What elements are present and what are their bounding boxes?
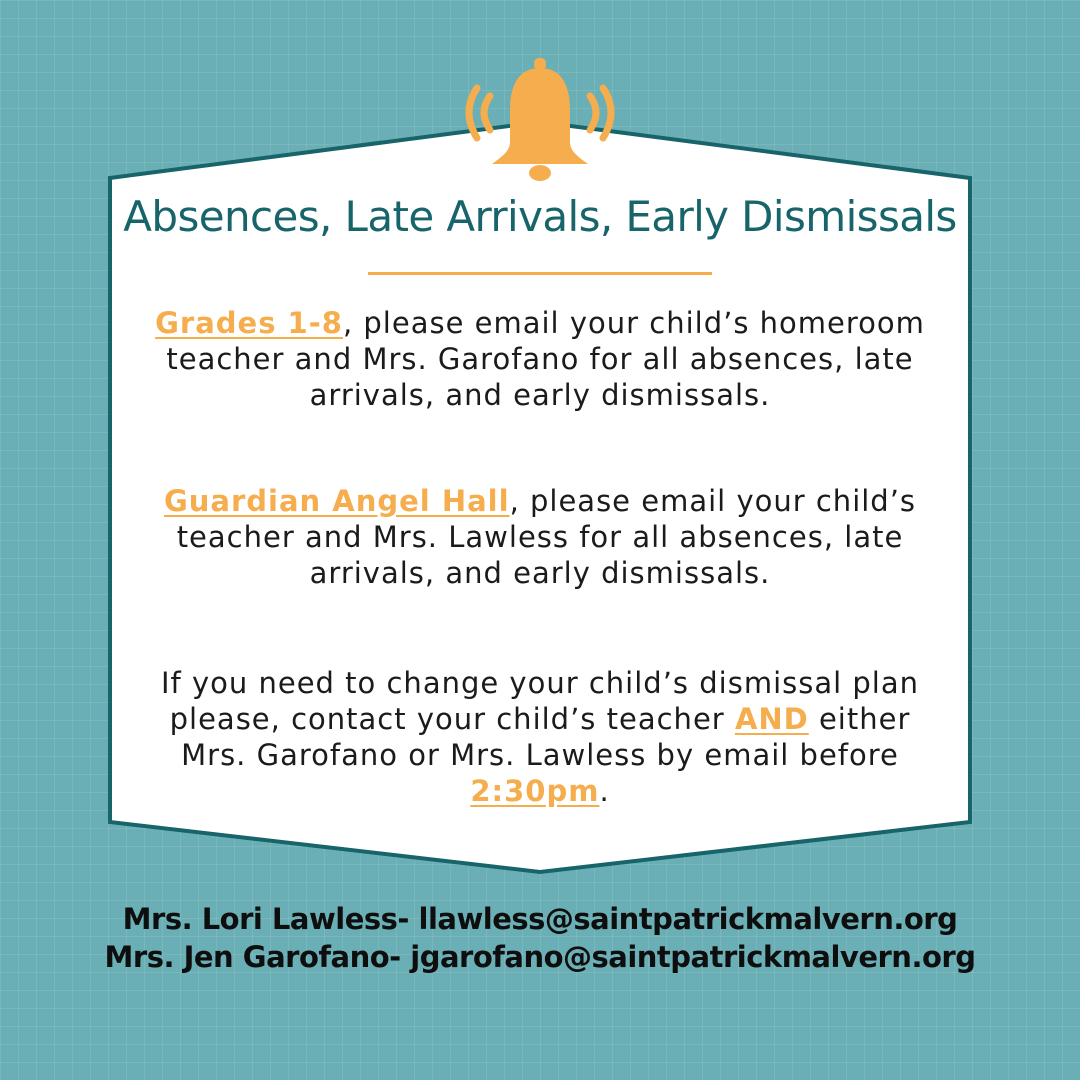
guardian-highlight: Guardian Angel Hall	[163, 484, 510, 518]
dismissal-text-before: If you need to change your child’s dismissal plan please, contact your child’s teacher	[160, 666, 920, 736]
guardian-paragraph	[150, 483, 930, 591]
contact-garofano: Mrs. Jen Garofano- jgarofano@saintpatrickmalvern.org	[104, 940, 976, 974]
time-highlight: 2:30pm	[470, 774, 600, 808]
title-divider	[368, 272, 712, 275]
dismissal-text-middle: either Mrs. Garofano or Mrs. Lawless by email before	[181, 702, 911, 772]
bell-icon	[462, 58, 618, 184]
guardian-text: , please email your child’s teacher and Mrs. Lawless for all absences, late arrivals, and early dismissals.	[176, 484, 917, 590]
grades-text: , please email your child’s homeroom teacher and Mrs. Garofano for all absences, late arrivals, and early dismissals.	[166, 306, 925, 412]
page-title: Absences, Late Arrivals, Early Dismissals	[123, 192, 957, 241]
dismissal-text-end: .	[599, 774, 610, 808]
contact-lawless: Mrs. Lori Lawless- llawless@saintpatrickmalvern.org	[122, 902, 958, 936]
dismissal-paragraph	[150, 665, 930, 809]
grades-highlight: Grades 1-8	[155, 306, 343, 340]
contact-list	[40, 900, 1040, 976]
and-highlight: AND	[734, 702, 809, 736]
grades-paragraph	[150, 305, 930, 413]
